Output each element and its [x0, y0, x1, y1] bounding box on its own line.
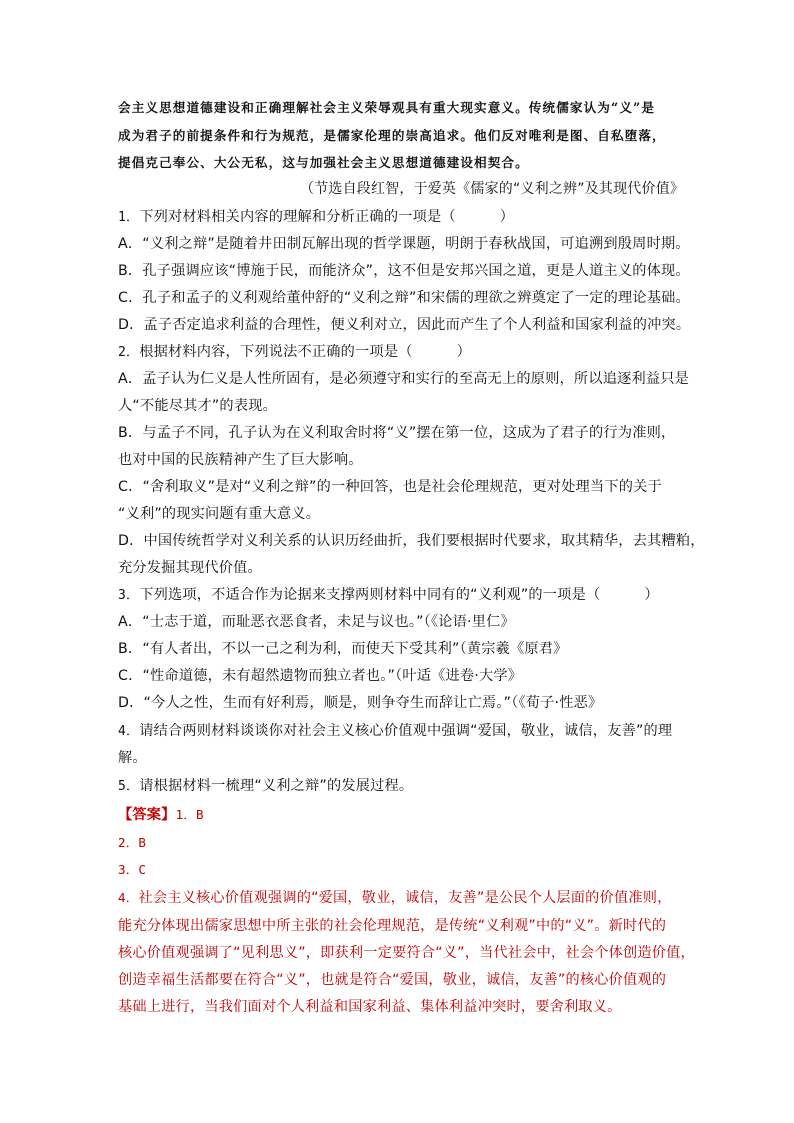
intro-line: 提倡克己奉公、大公无私，这与加强社会主义思想道德建设相契合。: [118, 155, 529, 170]
intro-line: 成为君子的前提条件和行为规范，是儒家伦理的崇高追求。他们反对唯利是图、自私堕落，: [118, 128, 666, 143]
question-4-cont: 解。: [118, 750, 147, 766]
answer-label: 【答案】: [118, 807, 176, 823]
answer-4-line: 基础上进行，当我们面对个人利益和国家利益、集体利益冲突时，要舍利取义。: [118, 999, 622, 1015]
source-citation: （节选自段红智，于爱英《儒家的“义利之辨”及其现代价值》: [300, 181, 685, 197]
question-3: [118, 584, 686, 604]
answer-2: 2．B: [118, 835, 147, 850]
answer-4-line: 创造幸福生活都要在符合“义”，也就是符合“爱国，敬业，诚信，友善”的核心价值观的: [118, 972, 667, 988]
question-number: 4．: [118, 724, 140, 739]
option-d: D．孟子否定追求利益的合理性，便义利对立，因此而产生了个人利益和国家利益的冲突。: [118, 317, 691, 333]
option-a-cont: 人“不能尽其才”的表现。: [118, 398, 277, 414]
answer-value: 1．B: [175, 807, 204, 822]
option-b: B．与孟子不同，孔子认为在义利取舍时将“义”摆在第一位，这成为了君子的行为准则，: [118, 425, 676, 441]
option-c-cont: “义利”的现实问题有重大意义。: [118, 506, 321, 522]
paren-close: ）: [644, 587, 659, 603]
question-stem: 下列选项，不适合作为论据来支撑两则材料中同有的“义利观”的一项是（: [139, 587, 601, 603]
answer-text: 社会主义核心价值观强调的“爱国，敬业，诚信，友善”是公民个人层面的价值准则，: [138, 890, 672, 906]
question-5: [118, 775, 686, 795]
option-d: D．中国传统哲学对义利关系的认识历经曲折，我们要根据时代要求，取其精华，去其糟粕，: [118, 533, 705, 549]
answer-4-line: 能充分体现出儒家思想中所主张的社会伦理规范，是传统“义利观”中的“义”。新时代的: [118, 918, 667, 934]
option-a: A．孟子认为仁义是人性所固有，是必须遵守和实行的至高无上的原则，所以追逐利益只是: [118, 371, 690, 387]
option-a: A．“士志于道，而耻恶衣恶食者，未足与议也。”（《论语·里仁》: [118, 614, 515, 630]
question-stem: 请根据材料一梳理“义利之辩”的发展过程。: [139, 778, 414, 794]
answer-4-line: 核心价值观强调了“见利思义”，即获利一定要符合“义”，当代社会中，社会个体创造价值，: [118, 945, 695, 961]
option-c: C．“性命道德，未有超然遗物而独立者也。”（叶适《进卷·大学》: [118, 668, 523, 684]
option-a: A．“义利之辩”是随着井田制瓦解出现的哲学课题，明朗于春秋战国，可追溯到殷周时期。: [118, 236, 690, 252]
question-1: [118, 206, 686, 226]
question-2: [118, 341, 686, 361]
intro-line: 会主义思想道德建设和正确理解社会主义荣辱观具有重大现实意义。传统儒家认为“义”是: [118, 100, 656, 115]
question-number: 1．: [118, 210, 140, 225]
answer-number: 4．: [118, 890, 139, 905]
option-d: D．“今人之性，生而有好利焉，顺是，则争夺生而辞让亡焉。”（《荀子·性恶》: [118, 695, 603, 711]
option-d-cont: 充分发掘其现代价值。: [118, 560, 262, 576]
paren-close: ）: [456, 344, 471, 360]
question-stem: 下列对材料相关内容的理解和分析正确的一项是（: [139, 209, 456, 225]
option-b: B．“有人者出，不以一己之利为利，而使天下受其利”（黄宗羲《原君》: [118, 641, 568, 657]
answer-3: 3．C: [118, 862, 147, 877]
question-number: 5．: [118, 779, 140, 794]
question-stem: 请结合两则材料谈谈你对社会主义核心价值观中强调“爱国，敬业，诚信，友善”的理: [139, 723, 673, 739]
answer-1: [118, 804, 686, 824]
question-number: 2．: [118, 345, 140, 360]
answer-4: [118, 887, 686, 907]
option-b-cont: 也对中国的民族精神产生了巨大影响。: [118, 452, 363, 468]
paren-close: ）: [499, 209, 515, 225]
question-stem: 根据材料内容，下列说法不正确的一项是（: [139, 344, 413, 360]
question-4: [118, 720, 686, 740]
option-c: C．“舍利取义”是对“义利之辩”的一种回答，也是社会伦理规范，更对处理当下的关于: [118, 479, 662, 495]
question-number: 3．: [118, 588, 140, 603]
option-b: B．孔子强调应该“博施于民，而能济众”，这不但是安邦兴国之道，更是人道主义的体现。: [118, 263, 690, 279]
option-c: C．孔子和孟子的义利观给董仲舒的“义利之辩”和宋儒的理欲之辨奠定了一定的理论基础。: [118, 290, 690, 306]
